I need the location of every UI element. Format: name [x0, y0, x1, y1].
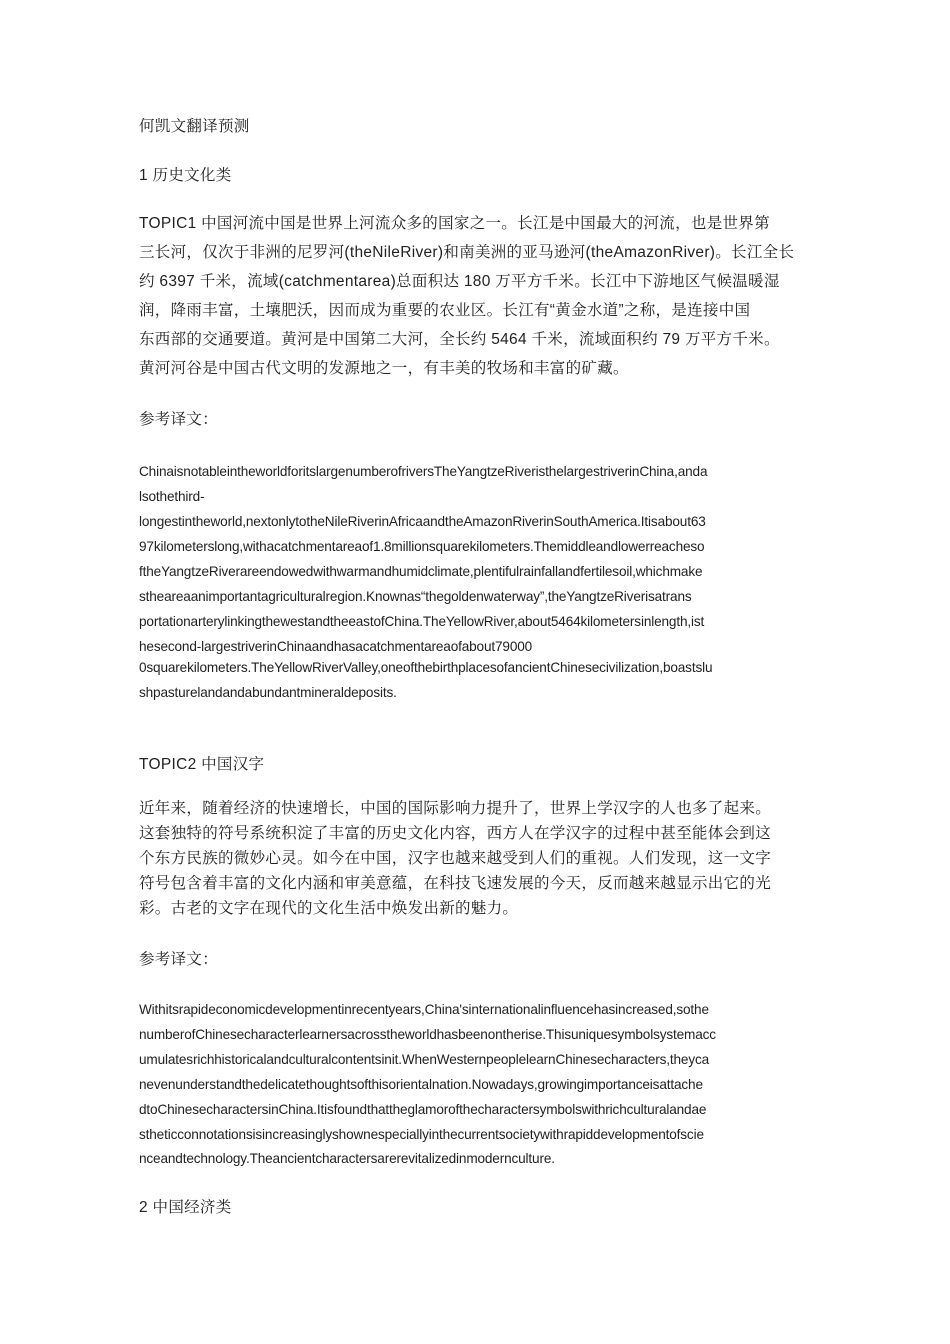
- translation-line: ChinaisnotableintheworldforitslargenumberofriversTheYangtzeRiveristhelargestriverinChina,anda: [139, 464, 708, 479]
- reference-translation-label: 参考译文：: [139, 951, 219, 968]
- translation-line: portationarterylinkingthewestandtheeastofChina.TheYellowRiver,about5464kilometersinlength,ist: [139, 614, 705, 629]
- document-title: 何凯文翻译预测: [139, 118, 250, 135]
- translation-line: stheareaanimportantagriculturalregion.Knownas“thegoldenwaterway”,theYangtzeRiverisatrans: [139, 589, 692, 604]
- paragraph-line: 符号包含着丰富的文化内涵和审美意蕴，在科技飞速发展的今天，反而越来越显示出它的光: [139, 875, 772, 892]
- translation-line: numberofChinesecharacterlearnersacrosstheworldhasbeenontherise.Thisuniquesymbolsystemacc: [139, 1027, 716, 1042]
- section-heading-economy: 2 中国经济类: [139, 1199, 232, 1216]
- translation-line: shpasturelandandabundantmineraldeposits.: [139, 685, 397, 700]
- paragraph-line: 约 6397 千米，流域(catchmentarea)总面积达 180 万平方千米。长江中下游地区气候温暖湿: [139, 273, 780, 290]
- translation-line: longestintheworld,nextonlytotheNileRiverinAfricaandtheAmazonRiverinSouthAmerica.Itisabout63: [139, 514, 706, 529]
- translation-line: nevenunderstandthedelicatethoughtsofthisorientalnation.Nowadays,growingimportanceisattache: [139, 1077, 703, 1092]
- paragraph-line: TOPIC1 中国河流中国是世界上河流众多的国家之一。长江是中国最大的河流，也是世界第: [139, 215, 770, 232]
- paragraph-line: 近年来，随着经济的快速增长，中国的国际影响力提升了，世界上学汉字的人也多了起来。: [139, 800, 772, 817]
- topic2-heading: TOPIC2 中国汉字: [139, 756, 265, 773]
- paragraph-line: 三长河，仅次于非洲的尼罗河(theNileRiver)和南美洲的亚马逊河(theAmazonRiver)。长江全长: [139, 244, 795, 261]
- translation-line: nceandtechnology.Theancientcharactersarerevitalizedinmodernculture.: [139, 1151, 555, 1166]
- translation-line: hesecond-largestriverinChinaandhasacatchmentareaofabout79000: [139, 639, 533, 654]
- paragraph-line: 黄河河谷是中国古代文明的发源地之一，有丰美的牧场和丰富的矿藏。: [139, 360, 629, 377]
- translation-line: Withitsrapideconomicdevelopmentinrecentyears,China'sinternationalinfluencehasincreased,sothe: [139, 1002, 709, 1017]
- translation-line: lsothethird-: [139, 489, 205, 504]
- paragraph-line: 润，降雨丰富，土壤肥沃，因而成为重要的农业区。长江有“黄金水道”之称，是连接中国: [139, 302, 751, 319]
- translation-line: umulatesrichhistoricalandculturalcontentsinit.WhenWesternpeoplelearnChinesecharacters,theyca: [139, 1052, 710, 1067]
- reference-translation-label: 参考译文：: [139, 411, 219, 428]
- paragraph-line: 个东方民族的微妙心灵。如今在中国，汉字也越来越受到人们的重视。人们发现，这一文字: [139, 850, 772, 867]
- translation-line: dtoChinesecharactersinChina.Itisfoundthattheglamorofthecharactersymbolswithrichculturalandae: [139, 1102, 707, 1117]
- translation-line: 0squarekilometers.TheYellowRiverValley,oneofthebirthplacesofancientChinesecivilization,boastslu: [139, 660, 713, 675]
- paragraph-line: 这套独特的符号系统积淀了丰富的历史文化内容，西方人在学汉字的过程中甚至能体会到这: [139, 825, 772, 842]
- paragraph-line: 东西部的交通要道。黄河是中国第二大河，全长约 5464 千米，流域面积约 79 万平方千米。: [139, 331, 780, 348]
- translation-line: ftheYangtzeRiverareendowedwithwarmandhumidclimate,plentifulrainfallandfertilesoil,whichmake: [139, 564, 703, 579]
- section-heading-history-culture: 1 历史文化类: [139, 167, 232, 184]
- translation-line: 97kilometerslong,withacatchmentareaof1.8millionsquarekilometers.Themiddleandlowerreacheso: [139, 539, 705, 554]
- paragraph-line: 彩。古老的文字在现代的文化生活中焕发出新的魅力。: [139, 900, 519, 917]
- translation-line: stheticconnotationsisincreasinglyshownespeciallyinthecurrentsocietywithrapiddevelopmentofscie: [139, 1127, 704, 1142]
